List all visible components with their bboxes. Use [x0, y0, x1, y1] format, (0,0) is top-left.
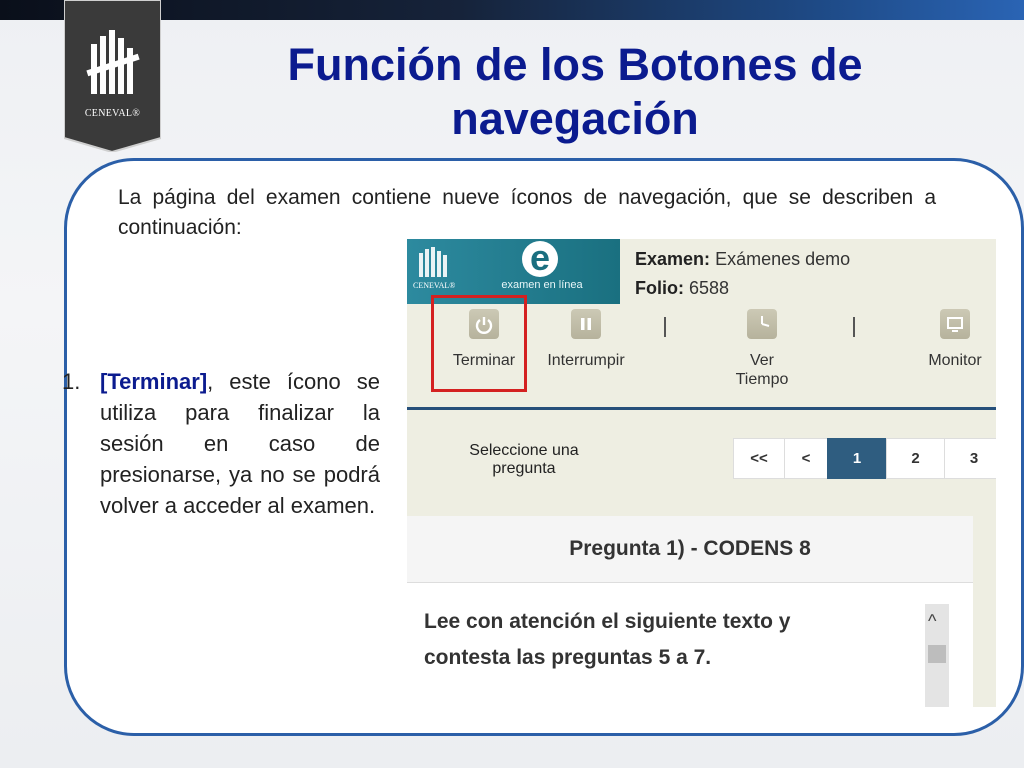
clock-icon — [747, 309, 777, 339]
question-scrollbar[interactable] — [925, 604, 949, 707]
select-question-label: Seleccione una pregunta — [469, 442, 579, 477]
interrumpir-label: Interrumpir — [547, 352, 625, 369]
e-logo: e — [529, 239, 551, 278]
exam-page-screenshot — [407, 239, 996, 707]
pager-first[interactable]: << — [733, 438, 785, 479]
monitor-icon — [940, 309, 970, 339]
question-header: Pregunta 1) - CODENS 8 — [407, 516, 973, 583]
exam-info — [635, 245, 850, 303]
slide-title: Función de los Botones de navegación — [287, 39, 863, 144]
exam-label: Examen: — [635, 249, 711, 269]
logo-text: CENEVAL® — [84, 108, 141, 119]
pager-page-2[interactable]: 2 — [886, 438, 945, 479]
monitor-label: Monitor — [928, 352, 982, 369]
question-pager — [733, 438, 996, 479]
terminar-text: , este ícono se utiliza para finalizar la sesión en caso de presionarse, ya no se podrá volver a acceder al examen. — [100, 369, 380, 518]
list-number: 1. — [62, 369, 81, 394]
ceneval-logo — [64, 0, 161, 152]
pager-page-1[interactable]: 1 — [827, 438, 887, 479]
question-text: Lee con atención el siguiente texto y contesta las preguntas 5 a 7. — [424, 610, 791, 669]
question-card — [407, 516, 973, 707]
intro-paragraph: La página del examen contiene nueve íconos de navegación, que se describen a continuación: — [118, 186, 936, 239]
monitor-button[interactable] — [920, 309, 990, 370]
ver-tiempo-button[interactable] — [729, 309, 795, 389]
exam-value: Exámenes demo — [715, 249, 851, 269]
pager-page-3[interactable]: 3 — [944, 438, 996, 479]
toolbar-separator — [853, 317, 855, 337]
scroll-thumb[interactable] — [928, 645, 946, 663]
interrumpir-button[interactable] — [539, 309, 633, 370]
pager-prev[interactable]: < — [784, 438, 828, 479]
e-logo-caption: examen en línea — [501, 279, 583, 291]
terminar-label: Terminar — [452, 352, 516, 369]
toolbar-separator — [664, 317, 666, 337]
folio-value: 6588 — [689, 278, 730, 298]
ceneval-small-logo-text: CENEVAL® — [413, 281, 456, 290]
toolbar-divider — [407, 407, 996, 410]
folio-label: Folio: — [635, 278, 684, 298]
scroll-up-icon[interactable]: ^ — [928, 611, 937, 631]
terminar-description — [62, 366, 380, 521]
pause-icon — [571, 309, 601, 339]
terminar-keyword: [Terminar] — [100, 369, 208, 394]
terminar-highlight-box — [431, 295, 527, 392]
ver-tiempo-label: Ver Tiempo — [735, 352, 789, 388]
